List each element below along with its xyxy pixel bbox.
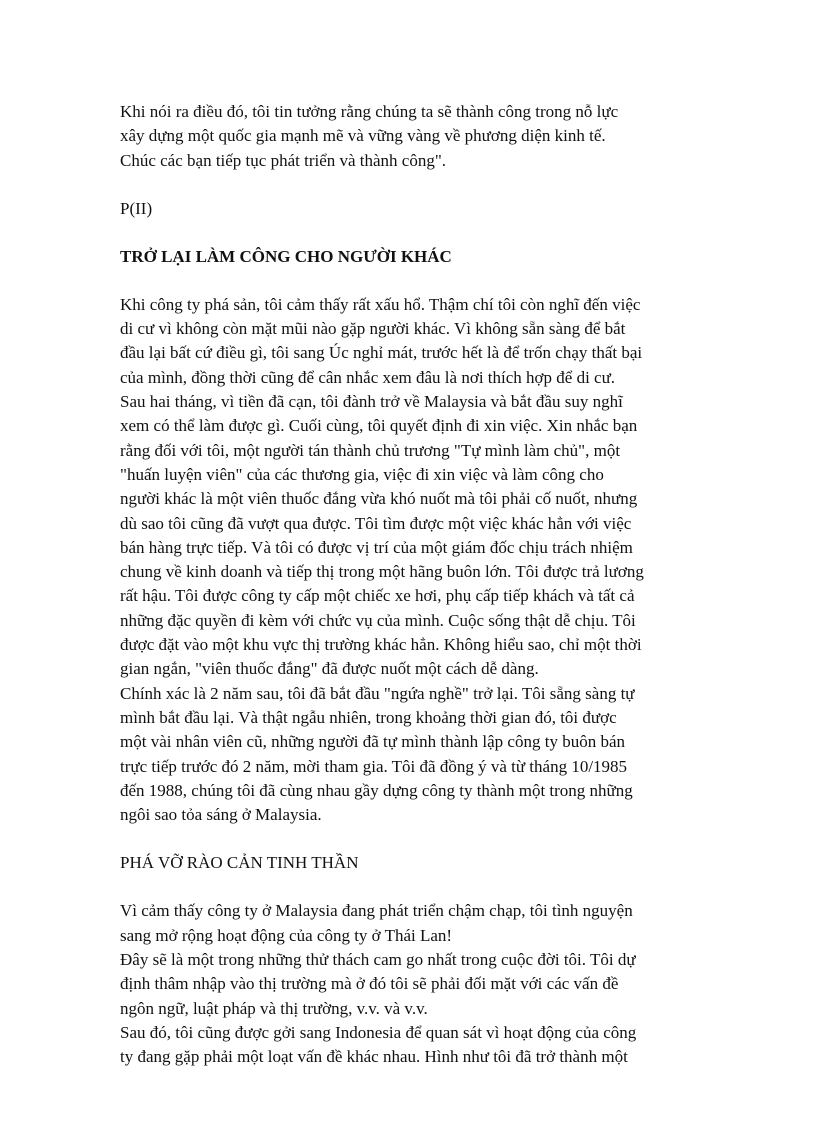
document-page [120,100,720,1070]
text-line: trực tiếp trước đó 2 năm, mời tham gia. Tôi đã đồng ý và từ tháng 10/1985 [120,756,628,776]
text-line: Đây sẽ là một trong những thử thách cam go nhất trong cuộc đời tôi. Tôi dự [120,950,636,970]
part-label: P(II) [120,198,153,218]
text-line: ty đang gặp phải một loạt vấn đề khác nhau. Hình như tôi đã trở thành một [120,1047,628,1067]
text-line: gian ngắn, "viên thuốc đắng" đã được nuốt một cách dễ dàng. [120,659,539,679]
text-line: Vì cảm thấy công ty ở Malaysia đang phát triển chậm chạp, tôi tình nguyện [120,901,633,921]
text-line: di cư vì không còn mặt mũi nào gặp người khác. Vì không sẵn sàng để bắt [120,319,626,339]
text-line: dù sao tôi cũng đã vượt qua được. Tôi tìm được một việc khác hẳn với việc [120,513,632,533]
text-line: "huấn luyện viên" của các thương gia, việc đi xin việc và làm công cho [120,464,604,484]
text-line: rằng đối với tôi, một người tán thành chủ trương "Tự mình làm chủ", một [120,440,621,460]
text-line: chung về kinh doanh và tiếp thị trong một hãng buôn lớn. Tôi được trả lương [120,562,644,582]
text-line: Sau hai tháng, vì tiền đã cạn, tôi đành trở về Malaysia và bắt đầu suy nghĩ [120,392,623,412]
text-line: mình bắt đầu lại. Và thật ngẫu nhiên, trong khoảng thời gian đó, tôi được [120,707,617,727]
text-line: ngôi sao tỏa sáng ở Malaysia. [120,805,322,825]
text-line: rất hậu. Tôi được công ty cấp một chiếc xe hơi, phụ cấp tiếp khách và tất cả [120,586,635,606]
text-line: đầu lại bất cứ điều gì, tôi sang Úc nghỉ mát, trước hết là để trốn chạy thất bại [120,343,643,363]
text-line: được đặt vào một khu vực thị trường khác hẳn. Không hiểu sao, chỉ một thời [120,635,642,655]
section2-body [120,899,720,1069]
text-line: định thâm nhập vào thị trường mà ở đó tôi sẽ phải đối mặt với các vấn đề [120,974,619,994]
text-line: xây dựng một quốc gia mạnh mẽ và vững vàng về phương diện kinh tế. [120,126,606,146]
text-line: ngôn ngữ, luật pháp và thị trường, v.v. và v.v. [120,998,428,1018]
intro-paragraph [120,100,720,173]
text-line: người khác là một viên thuốc đắng vừa khó nuốt mà tôi phải cố nuốt, nhưng [120,489,638,509]
section1-body [120,293,720,828]
text-line: xem có thể làm được gì. Cuối cùng, tôi quyết định đi xin việc. Xin nhắc bạn [120,416,638,436]
section-heading-break-barriers: PHÁ VỠ RÀO CẢN TINH THẦN [120,853,359,873]
text-line: của mình, đồng thời cũng để cân nhắc xem đâu là nơi thích hợp để di cư. [120,367,616,387]
text-line: Khi nói ra điều đó, tôi tin tưởng rằng chúng ta sẽ thành công trong nỗ lực [120,102,619,121]
text-line: Chúc các bạn tiếp tục phát triển và thành công". [120,150,447,170]
text-line: đến 1988, chúng tôi đã cùng nhau gầy dựng công ty thành một trong những [120,780,633,800]
section-heading-return-to-work: TRỞ LẠI LÀM CÔNG CHO NGƯỜI KHÁC [120,246,452,266]
text-line: bán hàng trực tiếp. Và tôi có được vị trí của một giám đốc chịu trách nhiệm [120,537,633,557]
text-line: sang mở rộng hoạt động của công ty ở Thái Lan! [120,925,453,945]
text-line: một vài nhân viên cũ, những người đã tự mình thành lập công ty buôn bán [120,732,625,752]
text-line: Khi công ty phá sản, tôi cảm thấy rất xấu hổ. Thậm chí tôi còn nghĩ đến việc [120,294,641,314]
text-line: Chính xác là 2 năm sau, tôi đã bắt đầu "ngứa nghề" trở lại. Tôi sẵng sàng tự [120,683,635,703]
text-line: Sau đó, tôi cũng được gởi sang Indonesia để quan sát vì hoạt động của công [120,1022,637,1042]
text-line: những đặc quyền đi kèm với chức vụ của mình. Cuộc sống thật dễ chịu. Tôi [120,610,636,630]
